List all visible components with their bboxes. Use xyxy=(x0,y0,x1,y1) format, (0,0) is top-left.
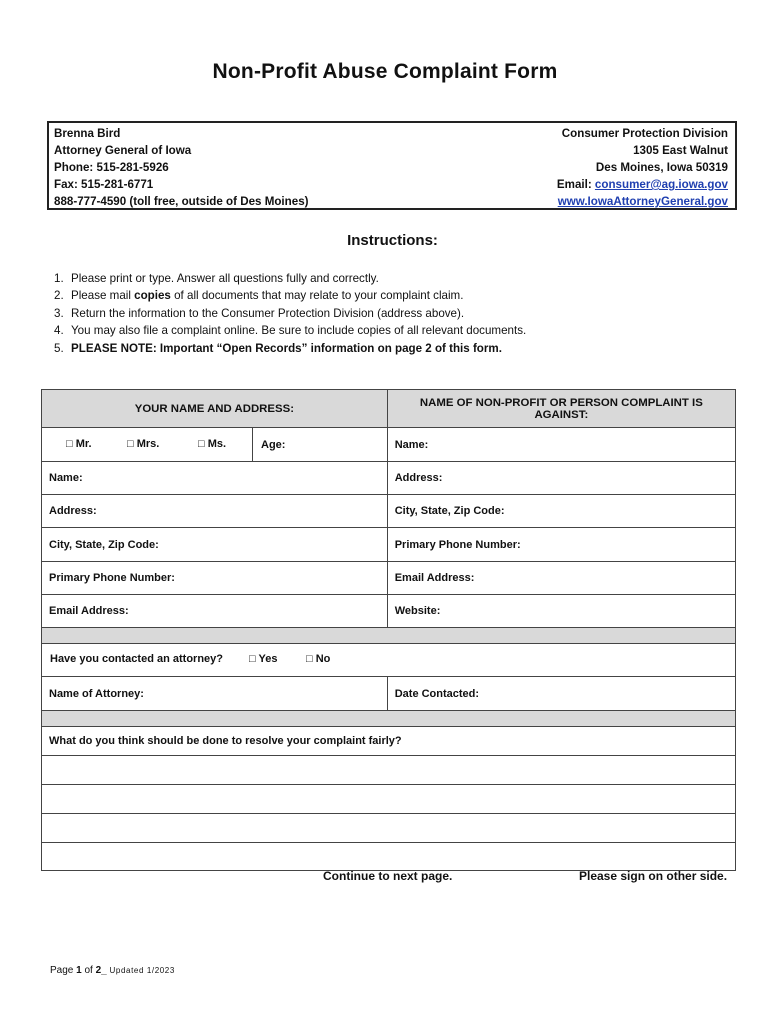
continue-note: Continue to next page. xyxy=(323,869,453,883)
ag-title: Attorney General of Iowa xyxy=(54,144,192,157)
resolve-answer-line[interactable] xyxy=(42,814,736,843)
division-city: Des Moines, Iowa 50319 xyxy=(595,161,728,174)
your-city-field[interactable]: City, State, Zip Code: xyxy=(42,528,388,562)
sign-note: Please sign on other side. xyxy=(579,869,728,883)
instruction-item xyxy=(54,287,526,304)
instruction-number: 2. xyxy=(54,289,64,303)
resolve-question: What do you think should be done to resolve your complaint fairly? xyxy=(42,727,736,756)
instruction-number: 3. xyxy=(54,306,64,320)
updated-date: Updated 1/2023 xyxy=(106,966,175,975)
against-email-field[interactable]: Email Address: xyxy=(387,562,735,595)
instructions-title: Instructions: xyxy=(347,232,438,249)
section-divider xyxy=(42,628,736,644)
instruction-number: 4. xyxy=(54,324,64,338)
attorney-yes-checkbox[interactable] xyxy=(249,653,277,665)
instruction-text-pre: Please mail xyxy=(71,289,135,303)
page-of: of xyxy=(81,965,96,976)
your-name-field[interactable]: Name: xyxy=(42,462,388,495)
email-label: Email: xyxy=(556,178,595,191)
mrs-label: Mrs. xyxy=(136,438,160,450)
instruction-text: Return the information to the Consumer Protection Division (address above). xyxy=(71,306,465,320)
instructions-list xyxy=(54,270,526,357)
ms-label: Ms. xyxy=(207,438,227,450)
yes-label: Yes xyxy=(258,653,278,665)
complaint-form-table xyxy=(41,389,736,871)
section-divider xyxy=(42,711,736,727)
instruction-text: Please print or type. Answer all questions fully and correctly. xyxy=(71,272,379,285)
ag-name: Brenna Bird xyxy=(54,127,121,140)
no-label: No xyxy=(315,653,331,665)
division-info xyxy=(557,125,728,210)
instruction-number: 1. xyxy=(54,272,64,285)
instruction-text-bold: copies xyxy=(134,289,171,303)
checkbox-icon: □ xyxy=(306,653,313,665)
ag-fax: Fax: 515-281-6771 xyxy=(54,178,154,191)
your-email-field[interactable]: Email Address: xyxy=(42,595,388,628)
page-number xyxy=(50,965,175,976)
contact-header-box xyxy=(47,121,737,210)
instruction-item xyxy=(54,305,526,322)
against-phone-field[interactable]: Primary Phone Number: xyxy=(387,528,735,562)
mr-label: Mr. xyxy=(75,438,92,450)
page-title: Non-Profit Abuse Complaint Form xyxy=(212,60,558,83)
division-street: 1305 East Walnut xyxy=(633,144,728,157)
against-website-field[interactable]: Website: xyxy=(387,595,735,628)
instruction-item xyxy=(54,270,526,287)
division-name: Consumer Protection Division xyxy=(561,127,728,140)
attorney-question: Have you contacted an attorney? xyxy=(50,653,223,665)
page-num: 1 xyxy=(76,965,82,976)
your-name-header: YOUR NAME AND ADDRESS: xyxy=(42,390,388,428)
instruction-text-bold: PLEASE NOTE: Important “Open Records” information on page 2 of this form. xyxy=(71,341,502,355)
instruction-text: You may also file a complaint online. Be sure to include copies of all relevant documents. xyxy=(71,324,527,338)
against-name-field[interactable]: Name: xyxy=(387,428,735,462)
resolve-answer-line[interactable] xyxy=(42,756,736,785)
attorney-no-checkbox[interactable] xyxy=(306,653,330,665)
mr-checkbox[interactable] xyxy=(66,438,92,450)
instruction-number: 5. xyxy=(54,341,64,355)
date-contacted-field[interactable]: Date Contacted: xyxy=(387,677,735,711)
checkbox-icon: □ xyxy=(249,653,256,665)
ag-phone: Phone: 515-281-5926 xyxy=(54,161,169,174)
salutation-age-cell xyxy=(42,428,388,462)
attorney-general-info xyxy=(54,125,309,210)
instruction-text-post: of all documents that may relate to your complaint claim. xyxy=(170,289,464,303)
division-website-line xyxy=(557,193,728,210)
mrs-checkbox[interactable] xyxy=(127,438,159,450)
website-link[interactable]: www.IowaAttorneyGeneral.gov xyxy=(557,195,728,208)
checkbox-icon: □ xyxy=(127,438,134,450)
resolve-answer-line[interactable] xyxy=(42,785,736,814)
against-address-field[interactable]: Address: xyxy=(387,462,735,495)
checkbox-icon: □ xyxy=(66,438,73,450)
email-link[interactable]: consumer@ag.iowa.gov xyxy=(594,178,728,191)
against-city-field[interactable]: City, State, Zip Code: xyxy=(387,495,735,528)
your-phone-field[interactable]: Primary Phone Number: xyxy=(42,562,388,595)
your-address-field[interactable]: Address: xyxy=(42,495,388,528)
page-total: 2_ xyxy=(95,965,107,976)
attorney-name-field[interactable]: Name of Attorney: xyxy=(42,677,388,711)
attorney-question-row xyxy=(42,644,736,677)
resolve-answer-line[interactable] xyxy=(42,843,736,871)
instruction-item xyxy=(54,322,526,339)
checkbox-icon: □ xyxy=(198,438,205,450)
ag-tollfree: 888-777-4590 (toll free, outside of Des Moines) xyxy=(54,195,309,208)
instruction-item xyxy=(54,340,526,357)
ms-checkbox[interactable] xyxy=(198,438,226,450)
page-label: Page xyxy=(50,965,77,976)
age-field[interactable]: Age: xyxy=(261,438,286,451)
complaint-against-header: NAME OF NON-PROFIT OR PERSON COMPLAINT IS AGAINST: xyxy=(387,390,735,428)
division-email-line xyxy=(557,176,728,193)
